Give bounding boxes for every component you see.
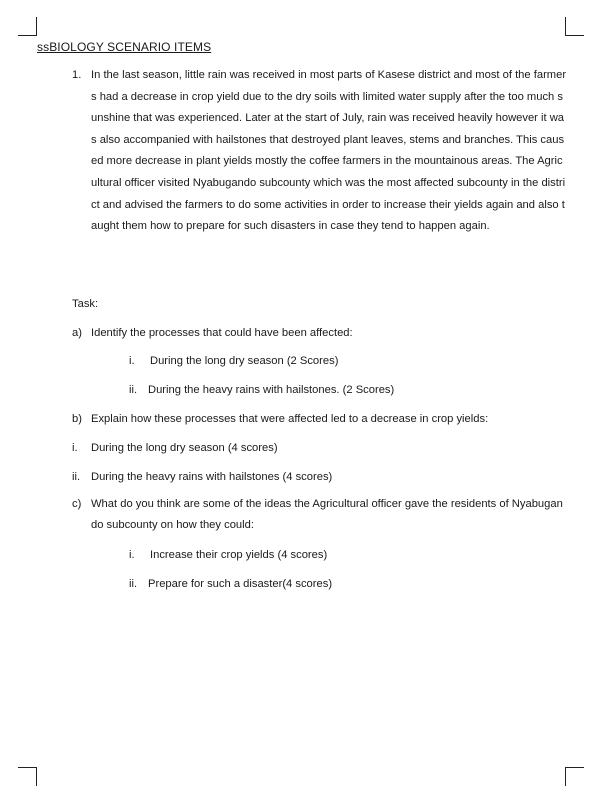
question-a-item-1-marker: i. — [129, 355, 135, 367]
question-b-item-2 — [72, 469, 332, 485]
crop-mark-top-left — [18, 17, 37, 36]
crop-mark-bottom-right — [565, 767, 584, 786]
question-b-item-2-marker: ii. — [72, 471, 81, 483]
question-a-text: Identify the processes that could have been affected: — [91, 327, 353, 339]
task-label: Task: — [72, 298, 99, 310]
question-b-item-2-text: During the heavy rains with hailstones (4 scores) — [91, 471, 333, 483]
question-a-marker: a) — [72, 327, 82, 339]
crop-mark-top-right — [565, 17, 584, 36]
question-a-item-2-marker: ii. — [129, 384, 138, 396]
question-c-item-2-marker: ii. — [129, 578, 138, 590]
question-c-item-2 — [129, 576, 332, 592]
question-c — [72, 494, 567, 536]
question-b-text: Explain how these processes that were affected led to a decrease in crop yields: — [91, 413, 489, 425]
question-b-item-1-marker: i. — [72, 442, 78, 454]
question-c-item-2-text: Prepare for such a disaster(4 scores) — [148, 578, 333, 590]
question-a-item-2-text: During the heavy rains with hailstones. (2 Scores) — [148, 384, 395, 396]
scenario-item — [72, 65, 568, 238]
question-b-marker: b) — [72, 413, 82, 425]
question-a — [72, 325, 353, 341]
question-c-item-1 — [129, 547, 327, 563]
question-c-item-1-marker: i. — [129, 549, 135, 561]
question-c-text: What do you think are some of the ideas the Agricultural officer gave the residents of Nyabugando subcounty on how they could: — [91, 498, 563, 531]
question-c-item-1-text: Increase their crop yields (4 scores) — [150, 549, 328, 561]
question-c-marker: c) — [72, 498, 82, 510]
question-a-item-1 — [129, 353, 338, 369]
question-a-item-2 — [129, 382, 394, 398]
scenario-number: 1. — [72, 69, 82, 81]
question-b-item-1-text: During the long dry season (4 scores) — [91, 442, 278, 454]
crop-mark-bottom-left — [18, 767, 37, 786]
question-a-item-1-text: During the long dry season (2 Scores) — [150, 355, 339, 367]
scenario-text: In the last season, little rain was received in most parts of Kasese district and most of the farmers had a decrease in crop yield due to the dry soils with limited water supply after the too much sunshine that was experienced. Later at the start of July, rain was received heavily however it was also accompanied with hailstones that destroyed plant leaves, stems and branches. This caused more decrease in plant yields mostly the coffee farmers in the mountainous areas. The Agricultural officer visited Nyabugando subcounty which was the most affected subcounty in the district and advised the farmers to do some activities in order to increase their yields again and also taught them how to prepare for such disasters in case they tend to happen again. — [91, 69, 567, 233]
question-b-item-1 — [72, 440, 278, 456]
question-b — [72, 411, 488, 427]
document-title: ssBIOLOGY SCENARIO ITEMS — [37, 40, 212, 54]
